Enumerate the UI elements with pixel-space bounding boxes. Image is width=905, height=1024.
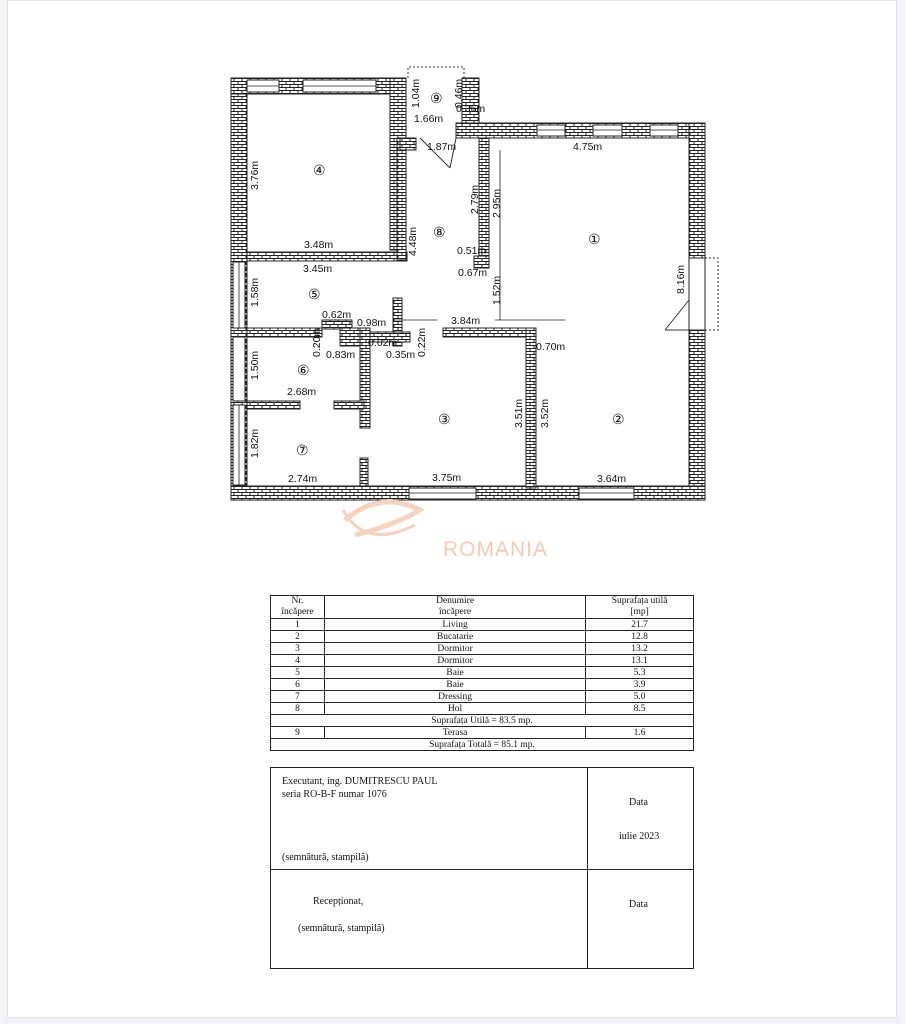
room-4-number: ④ (313, 162, 326, 178)
dim-label: 3.51m (513, 398, 525, 428)
windows (233, 80, 705, 499)
date-label-1: Data (629, 797, 648, 808)
dim-label: 0.35m (386, 349, 416, 361)
dim-label: 1.52m (491, 275, 503, 305)
signature-block (270, 767, 694, 969)
dim-label: 1.66m (414, 113, 444, 125)
table-row: 2 Bucatarie 12.8 (271, 631, 694, 643)
room-3-number: ③ (438, 411, 451, 427)
dim-label: 3.64m (597, 473, 627, 485)
dim-label: 2.68m (287, 386, 317, 398)
room-areas-table (270, 595, 694, 751)
dim-label: 3.45m (303, 263, 333, 275)
dim-label: 4.75m (573, 141, 603, 153)
terrace-row: 9 Terasa 1.6 (271, 727, 694, 739)
room-2-number: ② (612, 411, 625, 427)
dimension-labels (287, 103, 626, 485)
dim-label: 1.04m (410, 78, 422, 108)
exterior-walls (231, 78, 705, 500)
date-value: iulie 2023 (619, 831, 660, 842)
dim-label: 0.98m (357, 317, 387, 329)
series-label: seria RO-B-F numar 1076 (282, 789, 387, 800)
dim-label: 1.50m (249, 350, 261, 380)
room-1-number: ① (588, 231, 601, 247)
dim-label: 0.62m (368, 337, 398, 349)
dim-label: 0.20m (311, 327, 323, 357)
table-row: 1 Living 21.7 (271, 619, 694, 631)
dim-label: 3.52m (539, 398, 551, 428)
table-row: 6 Baie 3.9 (271, 679, 694, 691)
dim-label: 1.58m (249, 277, 261, 307)
dim-label: 0.62m (322, 309, 352, 321)
total-all-row: Suprafața Totală = 85.1 mp. (271, 739, 694, 751)
dim-label: 2.74m (288, 473, 318, 485)
dim-label: 3.48m (304, 239, 334, 251)
dim-label: 0.51m (457, 245, 487, 257)
dim-label: 2.95m (491, 188, 503, 218)
dim-label: 0.46m (453, 78, 465, 108)
header-area: Suprafața utilă [mp] (586, 596, 694, 619)
table-row: 3 Dormitor 13.2 (271, 643, 694, 655)
dim-label: 0.36m (456, 103, 486, 115)
room-6-number: ⑥ (297, 362, 310, 378)
dim-label: 8.16m (675, 264, 687, 294)
dim-label: 0.70m (536, 341, 566, 353)
dim-label: 1.82m (249, 428, 261, 458)
table-row: 7 Dressing 5.0 (271, 691, 694, 703)
watermark-text: ROMANIA (443, 538, 549, 561)
table-row: 4 Dormitor 13.1 (271, 655, 694, 667)
executant-label: Executant, ing. DUMITRESCU PAUL (282, 776, 438, 787)
room-5-number: ⑤ (308, 286, 321, 302)
dim-label: 4.48m (407, 226, 419, 256)
table-row: 8 Hol 8.5 (271, 703, 694, 715)
dim-label: 3.75m (432, 472, 462, 484)
total-useful-row: Suprafața Utilă = 83.5 mp. (271, 715, 694, 727)
dim-label: 0.83m (326, 349, 356, 361)
sign-stamp-2: (semnătură, stampilă) (298, 923, 385, 934)
table-header-row (271, 596, 694, 619)
date-label-2: Data (629, 899, 648, 910)
dim-label: 1.87m (427, 141, 457, 153)
header-name: Denumire încăpere (324, 596, 585, 619)
sign-stamp-1: (semnătură, stampilă) (282, 852, 369, 863)
room-8-number: ⑧ (433, 224, 446, 240)
dim-label: 0.67m (458, 267, 488, 279)
dim-label: 2.79m (469, 184, 481, 214)
table-row: 5 Baie 5.3 (271, 667, 694, 679)
room-9-number: ⑨ (430, 90, 443, 106)
room-7-number: ⑦ (296, 442, 309, 458)
dim-label: 3.84m (451, 315, 481, 327)
dim-label: 3.76m (249, 160, 261, 190)
header-nr: Nr. încăpere (271, 596, 325, 619)
received-label: Recepționat, (313, 896, 364, 907)
dim-label: 0.22m (416, 327, 428, 357)
